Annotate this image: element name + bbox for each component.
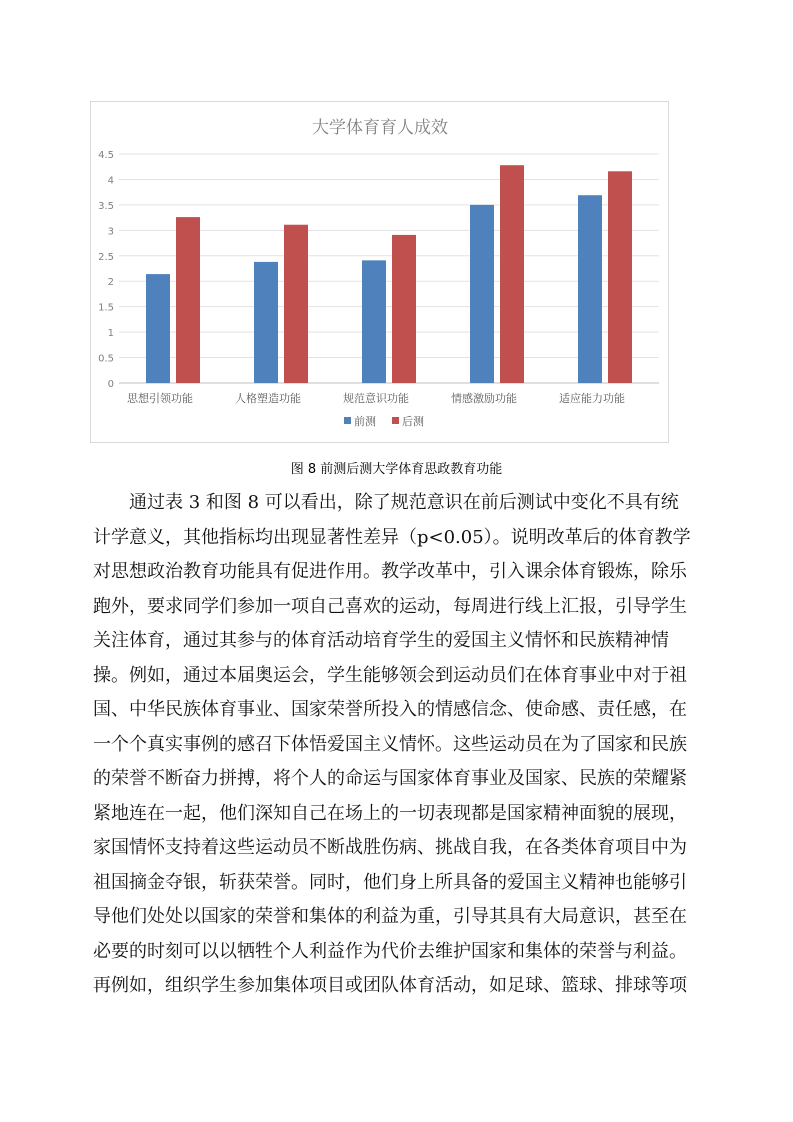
bar-post — [392, 235, 416, 383]
bar-pre — [146, 274, 170, 383]
chart-title: 大学体育育人成效 — [312, 118, 448, 138]
figure-caption: 图 8 前测后测大学体育思政教育功能 — [290, 462, 503, 477]
legend-label: 后测 — [402, 415, 424, 428]
bar-pre — [362, 260, 386, 383]
bar-post — [284, 225, 308, 383]
paragraph-line: 一个个真实事例的感召下体悟爱国主义情怀。这些运动员在为了国家和民族 — [93, 733, 687, 755]
y-tick-label: 1 — [107, 328, 114, 340]
y-tick-label: 2 — [107, 277, 114, 289]
x-tick-label: 情感激励功能 — [451, 392, 517, 405]
y-tick-label: 2.5 — [98, 251, 114, 263]
y-tick-label: 1.5 — [98, 302, 114, 314]
y-tick-label: 3.5 — [98, 200, 114, 212]
paragraph-line: 的荣誉不断奋力拼搏，将个人的命运与国家体育事业及国家、民族的荣耀紧 — [93, 768, 687, 789]
x-tick-label: 人格塑造功能 — [235, 392, 301, 405]
legend-label: 前测 — [354, 415, 376, 428]
chart-container — [90, 101, 669, 443]
bar-pre — [470, 205, 494, 383]
paragraph-line: 通过表 3 和图 8 可以看出，除了规范意识在前后测试中变化不具有统 — [93, 492, 679, 513]
y-tick-label: 0 — [107, 379, 114, 390]
body-paragraph — [93, 486, 705, 1004]
x-tick-label: 适应能力功能 — [559, 392, 625, 405]
bar-post — [608, 171, 632, 383]
bar-post — [500, 165, 524, 383]
paragraph-line: 对思想政治教育功能具有促进作用。教学改革中，引入课余体育锻炼，除乐 — [93, 561, 687, 582]
bar-chart — [91, 102, 668, 442]
legend-swatch — [344, 417, 351, 424]
paragraph-line: 家国情怀支持着这些运动员不断战胜伤病、挑战自我，在各类体育项目中为 — [93, 837, 687, 858]
paragraph-line: 国、中华民族体育事业、国家荣誉所投入的情感信念、使命感、责任感，在 — [93, 699, 687, 720]
paragraph-line: 紧地连在一起，他们深知自己在场上的一切表现都是国家精神面貌的展现， — [93, 802, 687, 824]
x-tick-label: 思想引领功能 — [127, 392, 193, 405]
paragraph-line: 关注体育，通过其参与的体育活动培育学生的爱国主义情怀和民族精神情 — [93, 630, 669, 651]
y-tick-label: 4 — [107, 175, 114, 187]
bar-pre — [254, 262, 278, 383]
y-tick-label: 3 — [107, 226, 114, 238]
bar-post — [176, 217, 200, 383]
x-tick-label: 规范意识功能 — [343, 392, 409, 405]
paragraph-line: 必要的时刻可以以牺牲个人利益作为代价去维护国家和集体的荣誉与利益。 — [93, 940, 687, 962]
legend-swatch — [392, 417, 399, 424]
y-tick-label: 4.5 — [98, 150, 114, 161]
paragraph-line: 跑外，要求同学们参加一项自己喜欢的运动，每周进行线上汇报，引导学生 — [93, 595, 687, 617]
paragraph-line: 再例如，组织学生参加集体项目或团队体育活动，如足球、篮球、排球等项 — [93, 975, 687, 996]
bar-pre — [578, 195, 602, 383]
paragraph-line: 导他们处处以国家的荣誉和集体的利益为重，引导其具有大局意识，甚至在 — [93, 906, 687, 927]
paragraph-line: 操。例如，通过本届奥运会，学生能够领会到运动员们在体育事业中对于祖 — [93, 664, 687, 686]
paragraph-line: 祖国摘金夺银，斩获荣誉。同时，他们身上所具备的爱国主义精神也能够引 — [93, 871, 687, 893]
paragraph-line: 计学意义，其他指标均出现显著性差异（p<0.05）。说明改革后的体育教学 — [93, 526, 691, 548]
y-tick-label: 0.5 — [98, 353, 114, 365]
